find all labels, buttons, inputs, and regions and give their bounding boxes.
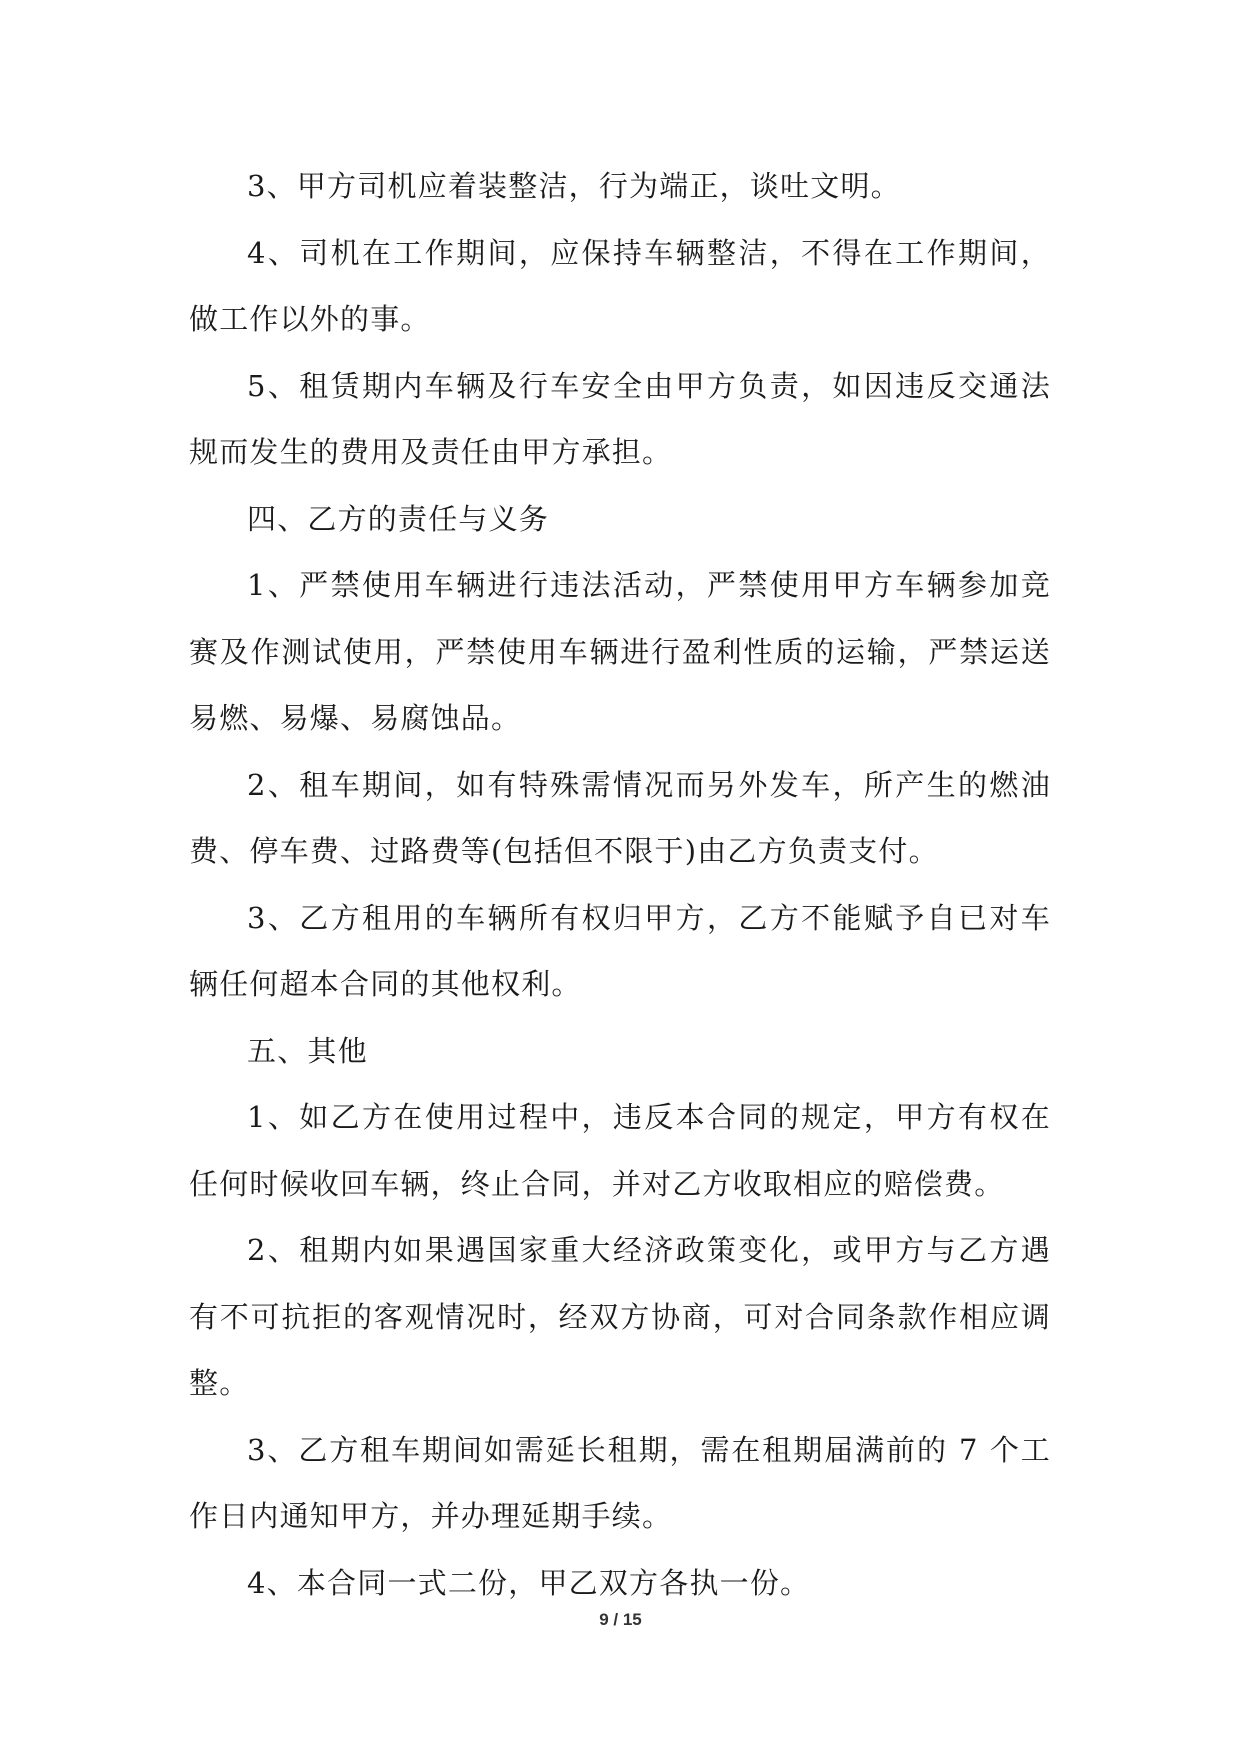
section-heading-other: 五、其他 — [247, 1033, 368, 1068]
clause-safety-responsibility: 5、租赁期内车辆及行车安全由甲方负责，如因违反交通法规而发生的费用及责任由甲方承担。 — [189, 368, 1051, 469]
clause-vehicle-cleanliness: 4、司机在工作期间，应保持车辆整洁，不得在工作期间，做工作以外的事。 — [189, 235, 1051, 336]
clause-ownership: 3、乙方租用的车辆所有权归甲方，乙方不能赋予自已对车辆任何超本合同的其他权利。 — [189, 900, 1051, 1001]
clause-copies: 4、本合同一式二份，甲乙双方各执一份。 — [247, 1565, 811, 1600]
clause-extra-costs: 2、租车期间，如有特殊需情况而另外发车，所产生的燃油费、停车费、过路费等(包括但不限于)由乙方负责支付。 — [189, 767, 1051, 868]
document-body — [189, 153, 1051, 1616]
clause-lease-extension: 3、乙方租车期间如需延长租期，需在租期届满前的 7 个工作日内通知甲方，并办理延期手续。 — [189, 1432, 1051, 1533]
clause-breach-termination: 1、如乙方在使用过程中，违反本合同的规定，甲方有权在任何时候收回车辆，终止合同，并对乙方收取相应的赔偿费。 — [189, 1100, 1051, 1201]
page-number: 9 / 15 — [599, 1610, 642, 1629]
clause-prohibited-use: 1、严禁使用车辆进行违法活动，严禁使用甲方车辆参加竞赛及作测试使用，严禁使用车辆进行盈利性质的运输，严禁运送易燃、易爆、易腐蚀品。 — [189, 568, 1051, 735]
clause-force-majeure: 2、租期内如果遇国家重大经济政策变化，或甲方与乙方遇有不可抗拒的客观情况时，经双方协商，可对合同条款作相应调整。 — [189, 1233, 1051, 1400]
clause-driver-conduct: 3、甲方司机应着装整洁，行为端正，谈吐文明。 — [247, 169, 901, 203]
section-heading-party-b-duties: 四、乙方的责任与义务 — [247, 501, 550, 536]
